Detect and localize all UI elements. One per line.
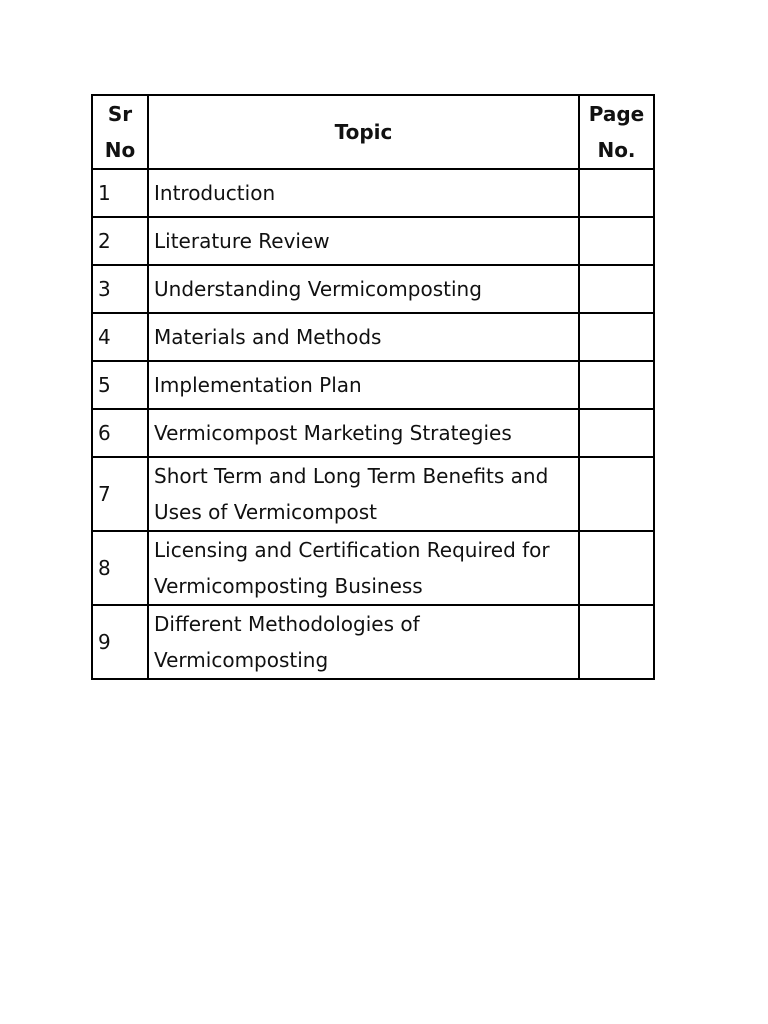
sr-no-header-line1: Sr (107, 102, 133, 126)
sr-no-cell: 7 (92, 457, 148, 531)
topic-cell: Literature Review (148, 217, 579, 265)
page-no-header (579, 95, 654, 169)
page-no-header-line2: No. (597, 138, 636, 162)
page-no-cell (579, 605, 654, 679)
topic-cell: Implementation Plan (148, 361, 579, 409)
sr-no-header (92, 95, 148, 169)
table-of-contents (91, 94, 655, 680)
sr-no-cell: 5 (92, 361, 148, 409)
table-row (92, 313, 654, 361)
topic-header-label: Topic (334, 120, 393, 144)
table-row (92, 265, 654, 313)
topic-cell: Licensing and Certification Required for Vermicomposting Business (148, 531, 579, 605)
topic-header (148, 95, 579, 169)
table-row (92, 457, 654, 531)
table-row (92, 169, 654, 217)
sr-no-cell: 9 (92, 605, 148, 679)
sr-no-cell: 4 (92, 313, 148, 361)
topic-cell: Introduction (148, 169, 579, 217)
topic-cell: Different Methodologies of Vermicomposting (148, 605, 579, 679)
sr-no-cell: 6 (92, 409, 148, 457)
page-no-cell (579, 217, 654, 265)
topic-cell: Understanding Vermicomposting (148, 265, 579, 313)
table-row (92, 531, 654, 605)
topic-cell: Materials and Methods (148, 313, 579, 361)
topic-cell: Vermicompost Marketing Strategies (148, 409, 579, 457)
sr-no-cell: 3 (92, 265, 148, 313)
sr-no-cell: 2 (92, 217, 148, 265)
page-no-cell (579, 169, 654, 217)
table-row (92, 217, 654, 265)
page-no-header-line1: Page (588, 102, 645, 126)
table-row (92, 409, 654, 457)
page-no-cell (579, 313, 654, 361)
table-row (92, 605, 654, 679)
sr-no-header-line2: No (104, 138, 136, 162)
sr-no-cell: 8 (92, 531, 148, 605)
topic-cell: Short Term and Long Term Benefits and Uses of Vermicompost (148, 457, 579, 531)
sr-no-cell: 1 (92, 169, 148, 217)
page-no-cell (579, 361, 654, 409)
page-no-cell (579, 531, 654, 605)
page-no-cell (579, 457, 654, 531)
page-no-cell (579, 409, 654, 457)
page-no-cell (579, 265, 654, 313)
header-row (92, 95, 654, 169)
table-row (92, 361, 654, 409)
